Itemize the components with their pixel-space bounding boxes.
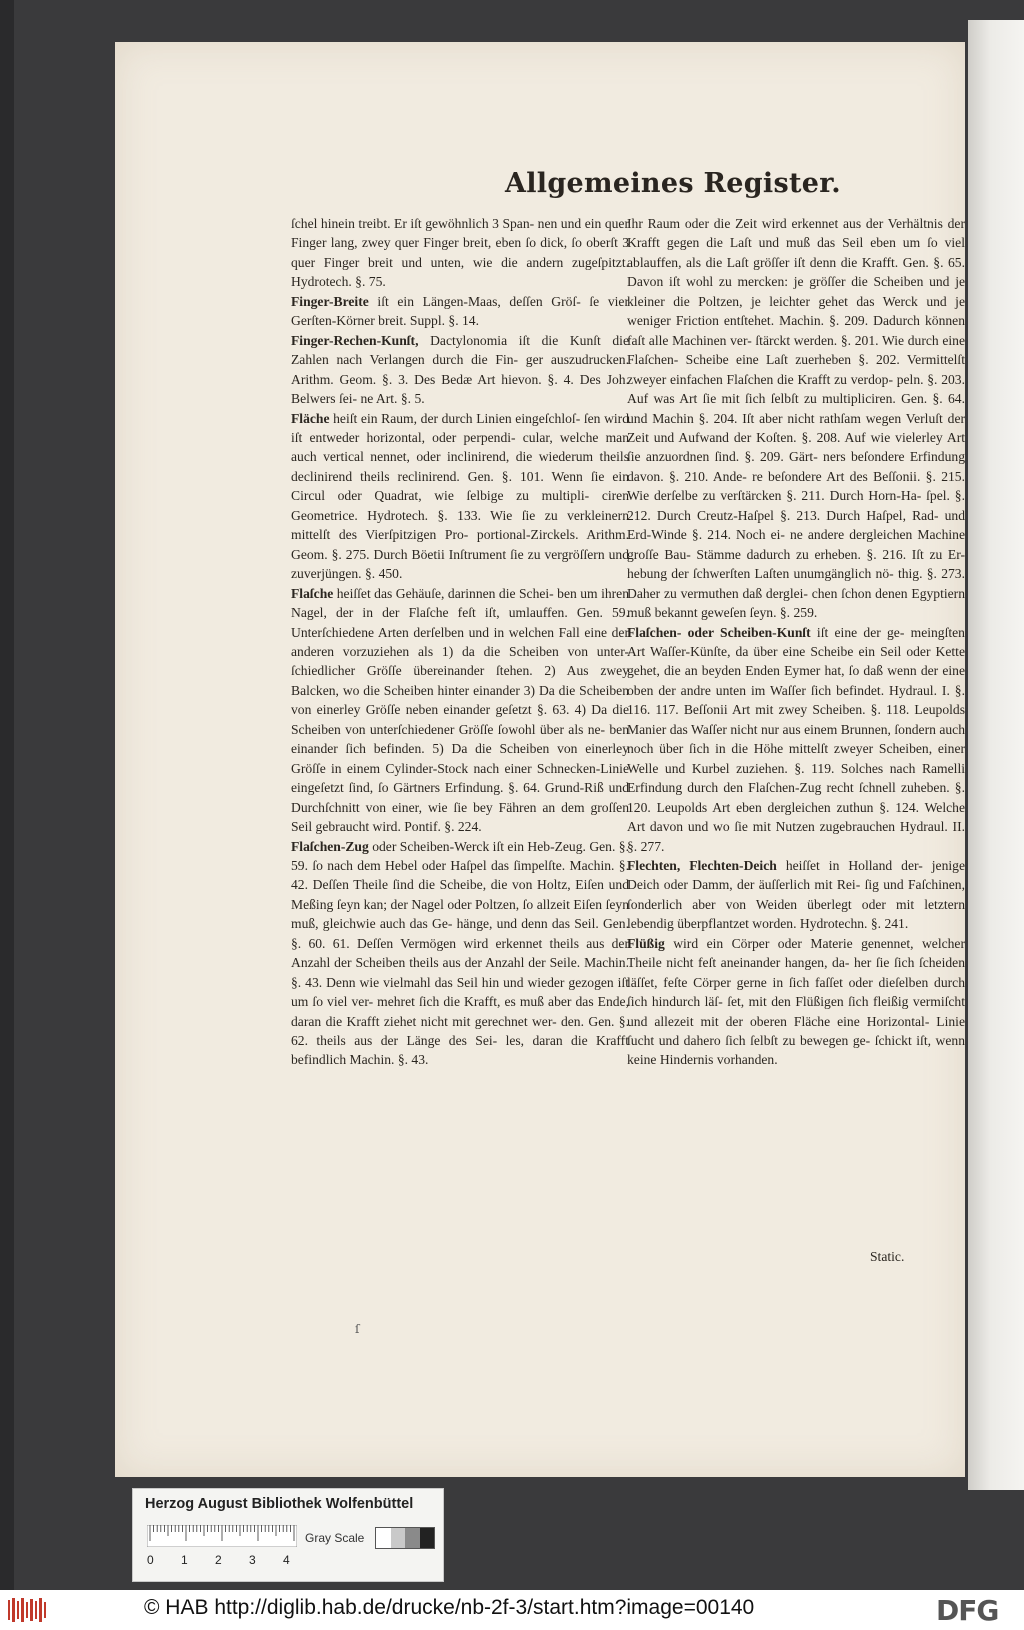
register-entry	[291, 409, 629, 584]
register-entry	[627, 214, 965, 623]
entry-headword: Fläche	[291, 410, 330, 426]
adjacent-page-edge	[968, 20, 1024, 1490]
entry-text: wird ein Cörper oder Materie genennet, welcher Theile nicht feſt aneinander hangen, da- her ſie ſich ſcheiden läſſet, feſte Cörper gerne in ſich faſſet oder dieſelben durch ſich hindurch läſ- ſet, mit den Flüßigen ſich fleißig vermiſcht und allezeit mit der oberen Fläche eine Horizontal- Linie ſucht und dahero ſich ſelbſt zu bewegen ge- ſchickt iſt, wenn keine Hindernis vorhanden.	[627, 935, 965, 1068]
register-entry	[291, 292, 629, 331]
register-entry	[291, 837, 629, 1070]
gray-swatch	[420, 1528, 435, 1548]
entry-headword: Finger-Rechen-Kunſt,	[291, 332, 419, 348]
entry-text: heiſt ein Raum, der durch Linien eingeſchloſ- ſen wird iſt entweder horizontal, oder perpendi- cular, welche man auch vertical nennet, oder inclinirend, die wiederum theils declinirend theils reclinirend. Gen. §. 101. Wenn ſie ein Circul oder Quadrat, wie ſelbige zu multipli- ciren Geometrice. Hydrotech. §. 133. Wie ſie zu verkleinern mittelſt des Vierſpitzigen Pro- portional-Zirckels. Arithm. Geom. §. 275. Durch Böetii Inſtrument ſie zu vergröſſern und zuverjüngen. §. 450.	[291, 410, 629, 582]
ruler-scale	[147, 1525, 297, 1547]
register-entry	[627, 623, 965, 856]
entry-headword: Flechten, Flechten-Deich	[627, 857, 777, 873]
entry-text: Ihr Raum oder die Zeit wird erkennet aus der Verhältnis der Krafft gegen die Laſt und muß das Seil eben um ſo viel ablauffen, als die Laſt gröſſer iſt denn die Krafft. Gen. §. 65. Davon iſt wohl zu mercken: je gröſſer die Scheiben und je kleiner die Poltzen, je leichter gehet das Werck und je weniger Friction entſtehet. Machin. §. 209. Dadurch können faſt alle Machinen ver- ſtärckt werden. §. 201. Wie durch eine Flaſchen- Scheibe eine Laſt zuerheben §. 202. Vermittelſt zweyer einfachen Flaſchen die Krafft zu verdop- peln. §. 203. Auf was Art ſie mit ſich ſelbſt zu multipliciren. Gen. §. 64. und Machin §. 204. Iſt aber nicht rathſam wegen Verluſt der Zeit und Aufwand der Koſten. §. 208. Auf wie vielerley Art ſie anzuordnen ſind. §. 209. Gärt- ners beſondere Erfindung davon. §. 210. Ande- re beſondere Art des Beſſonii. §. 215. Wie derſelbe zu verſtärcken §. 211. Durch Horn-Ha- ſpel. §. 212. Durch Creutz-Haſpel §. 213. Durch Haſpel, Rad- und Erd-Winde §. 214. Noch ei- ne andere dergleichen Machine groſſe Bau- Stämme dadurch zu erheben. §. 216. Iſt zu Er- hebung der ſchwerſten Laſten unumgänglich nö- thig. §. 273. Daher zu vermuthen daß derglei- chen ſchon denen Egyptiern muß bekannt geweſen ſeyn. §. 259.	[627, 216, 965, 621]
dfg-logo: DFG	[936, 1594, 999, 1627]
ruler-number: 1	[181, 1553, 188, 1567]
page-title: Allgemeines Register.	[505, 168, 841, 199]
entry-headword: Flaſchen-Zug	[291, 838, 369, 854]
ruler-number: 2	[215, 1553, 222, 1567]
entry-text: heiſſet in Holland der- jenige Deich oder Damm, der äuſſerlich mit Rei- ſig und Faſchinen, ſonderlich aber von Weiden überlegt oder mit letztern lebendig überpflantzet worden. Hydrotechn. §. 241.	[627, 857, 965, 932]
entry-headword: Flüßig	[627, 935, 665, 951]
entry-text: iſt eine der ge- meingſten Art Waſſer-Künſte, da über eine Scheibe ein Seil oder Kette gehet, die an beyden Enden Eymer hat, ſo daß wenn der eine oben der andre unten im Waſſer ſich befindet. Hydraul. I. §. 116. 117. Beſſonii Art mit zwey Scheiben. §. 118. Leupolds Manier das Waſſer nicht nur aus einem Brunnen, ſondern auch noch über ſich in die Höhe mittelſt zweyer Scheiben, einer Welle und Kurbel zuziehen. §. 119. Solches nach Ramelli Erfindung durch den Flaſchen-Zug recht ſchnell zuheben. §. 120. Leupolds Art eben dergleichen zuthun §. 124. Welche Art davon und wo ſie mit Nutzen zugebrauchen Hydraul. II. §. 277.	[627, 624, 965, 854]
entry-text: oder Scheiben-Werck iſt ein Heb-Zeug. Gen. §. 59. ſo nach dem Hebel oder Haſpel das ſimpelſte. Machin. §. 42. Deſſen Theile ſind die Scheibe, die von Holtz, Eiſen und Meßing ſeyn kan; der Nagel oder Poltzen, ſo allzeit Eiſen ſeyn muß, gleichwie auch das Ge- hänge, und denn das Seil. Gen. §. 60. 61. Deſſen Vermögen wird erkennet theils aus der Anzahl der Scheiben theils aus der Anzahl der Seile. Machin. §. 43. Denn wie vielmahl das Seil hin und wieder gezogen iſt um ſo viel ver- mehret ſich die Krafft, es muß aber das Ende, daran die Krafft ziehet nicht mit gerechnet wer- den. Gen. §. 62. theils aus der Länge des Sei- les, daran die Krafft befindlich Machin. §. 43.	[291, 838, 629, 1068]
ruler-number: 4	[283, 1553, 290, 1567]
gray-swatch	[391, 1528, 406, 1548]
ruler-number: 0	[147, 1553, 154, 1567]
footer-bar	[0, 1590, 1024, 1630]
entry-text: heiſſet das Gehäuſe, darinnen die Schei- ben um ihren Nagel, der in der Flaſche feſt iſt, umlauffen. Gen. 59. Unterſchiedene Arten derſelben und in welchen Fall eine der anderen vorzuziehen als 1) da die Scheiben von unter- ſchiedlicher Gröſſe übereinander ſtehen. 2) Aus zwey Balcken, wo die Scheiben hinter einander 3) Da die Scheiben von einerley Gröſſe neben einander geſetzt §. 63. 4) Da die Scheiben von unterſchiedener Gröſſe ſowohl über als ne- ben einander ſich befinden. 5) Da die Scheiben von einerley Gröſſe in einem Cylinder-Stock nach einer Schnecken-Linie eingeſetzt ſind, ſo Gärtners Erfindung. §. 64. Grund-Riß und Durchſchnitt von einer, wie ſie bey Fähren an dem groſſen Seil gebraucht wird. Pontif. §. 224.	[291, 585, 629, 835]
entry-headword: Flaſchen- oder Scheiben-Kunſt	[627, 624, 811, 640]
register-entry	[627, 934, 965, 1070]
ruler-number: 3	[249, 1553, 256, 1567]
ruler-numbers	[147, 1553, 307, 1569]
register-entry	[291, 214, 629, 292]
entry-text: iſt ein Längen-Maas, deſſen Gröſ- ſe vier Gerſten-Körner breit. Suppl. §. 14.	[291, 293, 629, 329]
register-entry	[291, 331, 629, 409]
register-entry	[291, 584, 629, 837]
gray-swatch	[405, 1528, 420, 1548]
entry-text: ſchel hinein treibt. Er iſt gewöhnlich 3 Span- nen und ein quer Finger lang, zwey quer Finger breit, eben ſo dick, ſo oberſt 3 quer Finger breit und unten, wie die andern zugeſpitzt. Hydrotech. §. 75.	[291, 216, 629, 290]
stray-mark: ſ	[355, 1322, 360, 1336]
library-name: Herzog August Bibliothek Wolfenbüttel	[145, 1496, 414, 1512]
right-text-column	[627, 214, 965, 1070]
entry-headword: Flaſche	[291, 585, 334, 601]
left-text-column	[291, 214, 629, 1070]
gray-scale-swatches	[375, 1527, 435, 1549]
entry-text: Dactylonomia iſt die Kunſt die Zahlen nach Verlangen durch die Fin- ger auszudrucken. Arithm. Geom. §. 3. Des Bedæ Art hievon. §. 4. Des Joh. Belwers ſei- ne Art. §. 5.	[291, 332, 629, 407]
scanner-edge	[0, 0, 14, 1590]
copyright-url-text: © HAB http://diglib.hab.de/drucke/nb-2f-3/start.htm?image=00140	[144, 1596, 755, 1619]
gray-swatch	[376, 1528, 391, 1548]
barcode-icon	[6, 1596, 50, 1624]
gray-scale-label: Gray Scale	[305, 1531, 365, 1545]
catchword: Static.	[870, 1249, 905, 1264]
register-entry	[627, 856, 965, 934]
library-color-card	[132, 1488, 444, 1582]
entry-headword: Finger-Breite	[291, 293, 369, 309]
